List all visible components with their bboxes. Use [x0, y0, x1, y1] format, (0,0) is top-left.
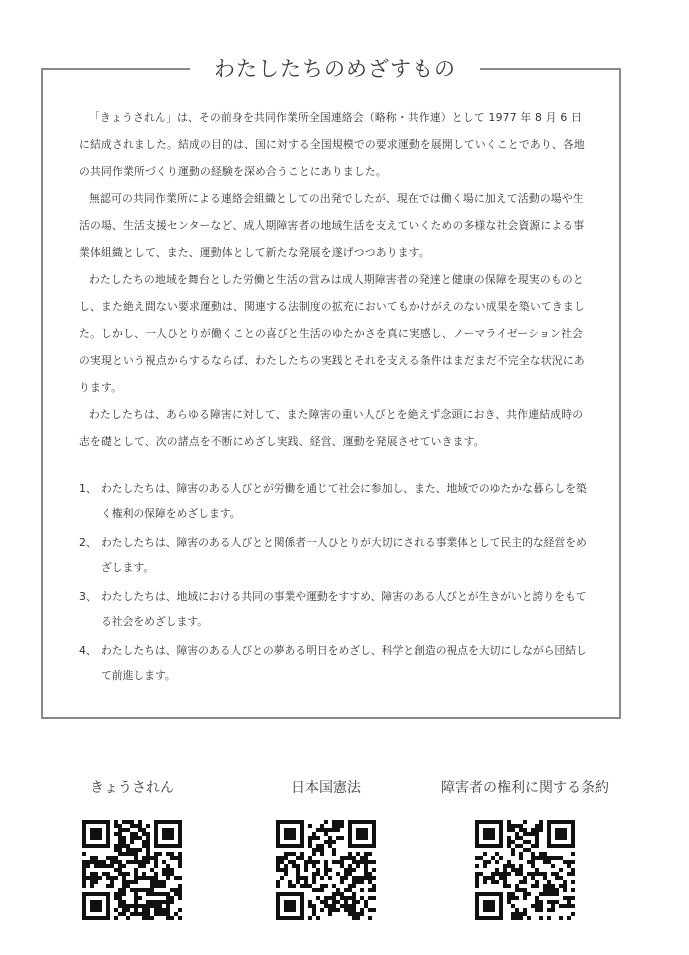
page-title: わたしたちのめざすもの — [190, 54, 480, 84]
principle-item — [79, 584, 589, 634]
paragraph-3: わたしたちの地域を舞台とした労働と生活の営みは成人期障害者の発達と健康の保障を現実のものとし、また絶え間ない要求運動は、関連する法制度の拡充においてもかけがえのない成果を築いてきました。しかし、一人ひとりが働くことの喜びと生活のゆたかさを真に実感し、ノーマライゼーション社会の実現という視点からするならば、わたしたちの実践とそれを支える条件はまだまだ不完全な状況にあります。 — [79, 273, 585, 394]
principle-number: 3、 — [79, 590, 97, 603]
principles-list — [79, 476, 589, 692]
principle-text: わたしたちは、障害のある人びとが労働を通じて社会に参加し、また、地域でのゆたかな暮らしを築く権利の保障をめざします。 — [101, 482, 587, 520]
paragraph-1: 「きょうされん」は、その前身を共同作業所全国連絡会（略称・共作連）として 1977 年 8 月 6 日に結成されました。結成の目的は、国に対する全国規模での要求運動を展開していくことであり、各地の共同作業所づくり運動の経験を深め合うことにありました。 — [79, 111, 585, 178]
principle-text: わたしたちは、障害のある人びとと関係者一人ひとりが大切にされる事業体として民主的な経営をめざします。 — [101, 536, 587, 574]
qr-label: 障害者の権利に関する条約 — [441, 780, 609, 796]
principle-number: 1、 — [79, 482, 97, 495]
qr-label: きょうされん — [90, 780, 174, 796]
principle-item — [79, 476, 589, 526]
qr-code-icon[interactable] — [475, 820, 575, 920]
intro-text — [79, 104, 585, 455]
principle-item — [79, 638, 589, 688]
paragraph-2: 無認可の共同作業所による連絡会組織としての出発でしたが、現在では働く場に加えて活動の場や生活の場、生活支援センターなど、成人期障害者の地域生活を支えていくための多様な社会資源による事業体組織として、また、運動体として新たな発展を遂げつつあります。 — [79, 192, 585, 259]
principle-text: わたしたちは、地域における共同の事業や運動をすすめ、障害のある人びとが生きがいと誇りをもてる社会をめざします。 — [101, 590, 587, 628]
principle-item — [79, 530, 589, 580]
qr-code-icon[interactable] — [82, 820, 182, 920]
qr-block-kyosaren[interactable] — [72, 776, 192, 920]
paragraph-4: わたしたちは、あらゆる障害に対して、また障害の重い人びとを絶えず念頭におき、共作連結成時の志を礎として、次の諸点を不断にめざし実践、経営、運動を発展させていきます。 — [79, 408, 584, 448]
principle-number: 2、 — [79, 536, 97, 549]
qr-block-convention[interactable] — [420, 776, 630, 920]
principle-text: わたしたちは、障害のある人びとの夢ある明日をめざし、科学と創造の視点を大切にしながら団結して前進します。 — [101, 644, 587, 682]
qr-block-constitution[interactable] — [266, 776, 386, 920]
principle-number: 4、 — [79, 644, 97, 657]
qr-label: 日本国憲法 — [291, 780, 361, 796]
qr-code-icon[interactable] — [276, 820, 376, 920]
